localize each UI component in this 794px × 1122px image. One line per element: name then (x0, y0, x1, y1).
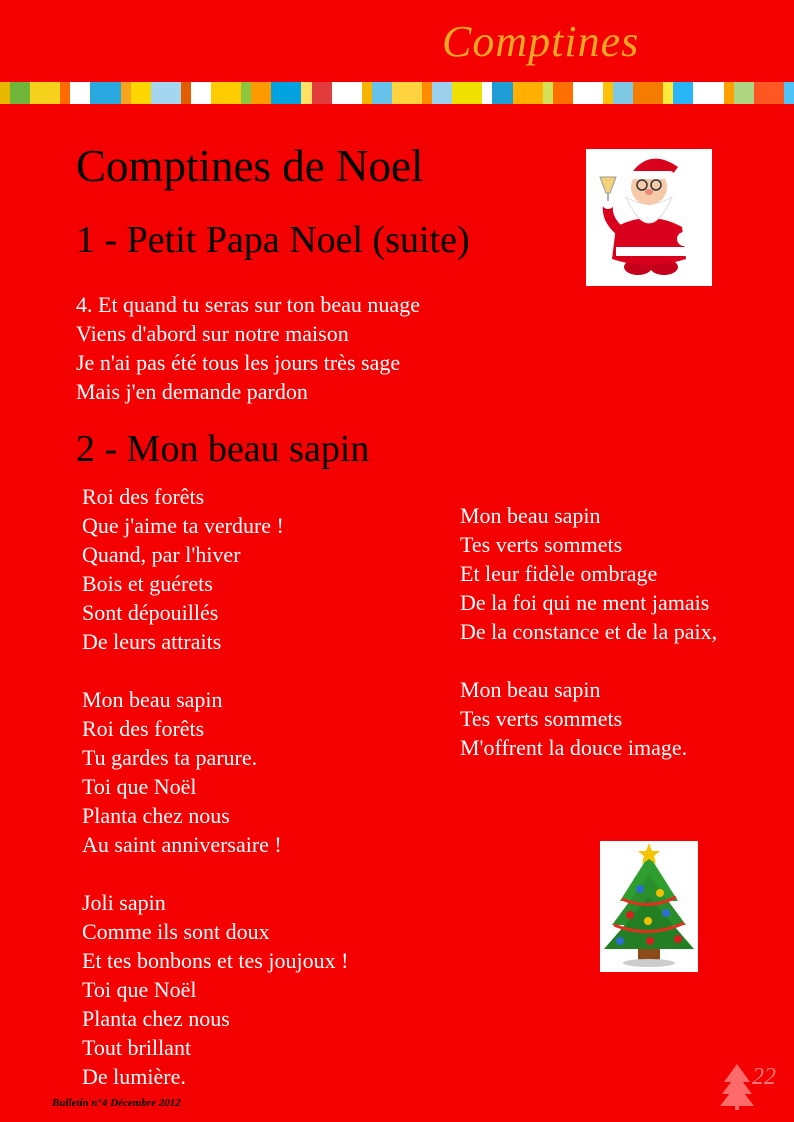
stripe-segment (191, 82, 211, 104)
verse-line: Et tes bonbons et tes joujoux ! (82, 948, 349, 973)
decorative-tree-icon (720, 1062, 754, 1110)
stripe-segment (663, 82, 673, 104)
stripe-segment (372, 82, 392, 104)
verse-line: Roi des forêts (82, 484, 205, 509)
stripe-segment (492, 82, 512, 104)
stripe-segment (553, 82, 573, 104)
verse-line: Bois et guérets (82, 571, 213, 596)
bulletin-footer: Bulletin n°4 Décembre 2012 (52, 1097, 181, 1109)
stripe-segment (724, 82, 734, 104)
stripe-segment (673, 82, 693, 104)
song2-verse-left-column (82, 482, 348, 1091)
verse-line: Tu gardes ta parure. (82, 745, 258, 770)
stripe-segment (241, 82, 251, 104)
page-number: 22 (752, 1064, 776, 1090)
verse-line: De la foi qui ne ment jamais (460, 590, 710, 615)
running-header-title: Comptines (442, 17, 640, 66)
stripe-segment (312, 82, 332, 104)
stripe-segment (693, 82, 723, 104)
verse-line: Mais j'en demande pardon (76, 379, 308, 404)
verse-line: Tes verts sommets (460, 706, 623, 731)
stripe-segment (432, 82, 452, 104)
stripe-segment (754, 82, 784, 104)
stripe-segment (211, 82, 241, 104)
stripe-segment (60, 82, 70, 104)
verse-line: Que j'aime ta verdure ! (82, 513, 284, 538)
christmas-tree-icon (600, 841, 698, 972)
stripe-segment (422, 82, 432, 104)
verse-line: Quand, par l'hiver (82, 542, 241, 567)
stripe-segment (10, 82, 30, 104)
stripe-segment (131, 82, 151, 104)
stripe-segment (392, 82, 422, 104)
verse-line: De leurs attraits (82, 629, 222, 654)
verse-line: Au saint anniversaire ! (82, 832, 282, 857)
verse-line (460, 646, 717, 675)
stripe-segment (603, 82, 613, 104)
verse-line: De la constance et de la paix, (460, 619, 718, 644)
stripe-segment (70, 82, 90, 104)
stripe-segment (0, 82, 10, 104)
verse-line: 4. Et quand tu seras sur ton beau nuage (76, 292, 420, 317)
verse-line (82, 859, 348, 888)
stripe-segment (251, 82, 271, 104)
stripe-segment (30, 82, 60, 104)
stripe-segment (151, 82, 181, 104)
decorative-color-stripe (0, 82, 794, 104)
stripe-segment (90, 82, 120, 104)
verse-line: Toi que Noël (82, 774, 197, 799)
stripe-segment (633, 82, 663, 104)
stripe-segment (573, 82, 603, 104)
verse-line: Je n'ai pas été tous les jours très sage (76, 350, 401, 375)
verse-line: De lumière. (82, 1064, 186, 1089)
song2-heading: 2 - Mon beau sapin (76, 428, 370, 470)
stripe-segment (784, 82, 794, 104)
verse-line: Comme ils sont doux (82, 919, 270, 944)
stripe-segment (362, 82, 372, 104)
verse-line: Planta chez nous (82, 1006, 230, 1031)
song1-verse (76, 290, 420, 406)
verse-line: Joli sapin (82, 890, 166, 915)
verse-line: Tes verts sommets (460, 532, 623, 557)
stripe-segment (121, 82, 131, 104)
song2-verse-right-column (460, 501, 717, 762)
stripe-segment (482, 82, 492, 104)
stripe-segment (301, 82, 311, 104)
verse-line (82, 656, 348, 685)
stripe-segment (734, 82, 754, 104)
verse-line: Sont dépouillés (82, 600, 219, 625)
verse-line: Viens d'abord sur notre maison (76, 321, 349, 346)
christmas-tree-image (600, 841, 698, 972)
song1-heading: 1 - Petit Papa Noel (suite) (76, 219, 470, 261)
verse-line: Mon beau sapin (460, 677, 601, 702)
santa-claus-icon (586, 149, 712, 286)
stripe-segment (271, 82, 301, 104)
stripe-segment (181, 82, 191, 104)
stripe-segment (452, 82, 482, 104)
verse-line: Mon beau sapin (82, 687, 223, 712)
verse-line: Mon beau sapin (460, 503, 601, 528)
verse-line: Tout brillant (82, 1035, 192, 1060)
verse-line: Toi que Noël (82, 977, 197, 1002)
verse-line: Et leur fidèle ombrage (460, 561, 658, 586)
santa-claus-image (586, 149, 712, 286)
verse-line: M'offrent la douce image. (460, 735, 688, 760)
stripe-segment (543, 82, 553, 104)
stripe-segment (613, 82, 633, 104)
stripe-segment (513, 82, 543, 104)
stripe-segment (332, 82, 362, 104)
verse-line: Planta chez nous (82, 803, 230, 828)
verse-line: Roi des forêts (82, 716, 205, 741)
page-title: Comptines de Noel (76, 141, 424, 191)
